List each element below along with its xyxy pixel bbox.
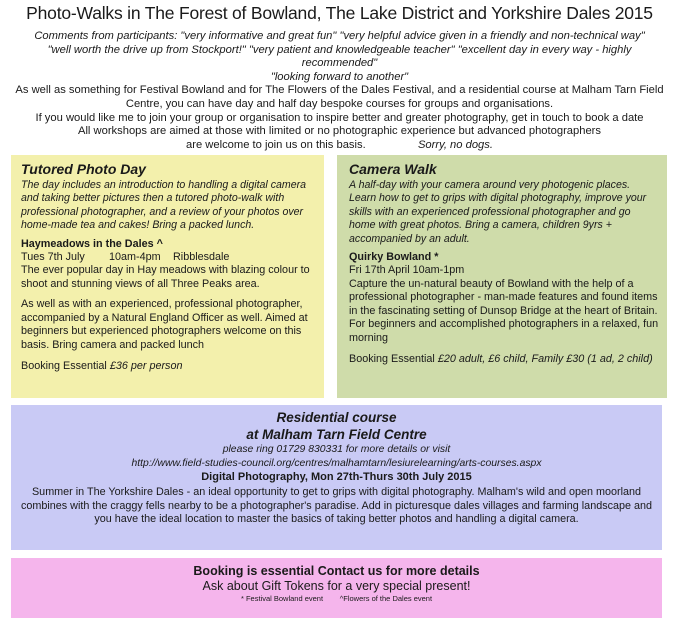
intro-text: are welcome to join us on this basis. [186,138,366,151]
footer-panel [11,558,662,618]
page-title: Photo-Walks in The Forest of Bowland, The Lake District and Yorkshire Dales 2015 [26,3,653,23]
no-dogs-note: Sorry, no dogs. [417,138,493,151]
event-date-row [21,251,315,265]
camera-walk-panel [337,155,667,398]
booking-label: Booking Essential [349,353,435,366]
intro-paragraph: If you would like me to join your group or organisation to inspire better and greater photography, get in touch to book a date [35,111,644,124]
panel-description: The day includes an introduction to handling a digital camera and taking better pictures then a tutored photo-walk with professional photographer, and a review of your photos over home-made tea and cakes! Bring a packed lunch. [21,179,307,232]
event-place: Ribblesdale [173,250,230,263]
event-title: Digital Photography, Mon 27th-Thurs 30th July 2015 [201,471,472,483]
event-date-time: Fri 17th April 10am-1pm [349,264,465,277]
event-date: Tues 7th July [21,250,85,263]
booking-price: £36 per person [109,360,183,373]
event-details: Capture the un-natural beauty of Bowland with the help of a professional photographer - man-made features and found items in the fascinating setting of Dunsop Bridge at the heart of Britain. [349,277,658,317]
event-title: Quirky Bowland * [349,251,439,264]
booking-contact-line: Booking is essential Contact us for more details [193,564,480,578]
event-details: For beginners and accomplished photographers in a relaxed, fun morning [349,318,659,344]
booking-line [349,353,659,365]
intro-paragraph: All workshops are aimed at those with limited or no photographic experience but advanced photographers [77,125,601,138]
event-details: The ever popular day in Hay meadows with blazing colour to shoot and stunning views of all Three Peaks area. [21,264,310,290]
panel-heading: Camera Walk [349,161,437,177]
testimonial-line: Comments from participants: "very informative and great fun" "very helpful advice given in a friendly and non-technical way" [34,30,645,42]
intro-section [10,30,669,152]
intro-paragraph-end [10,139,669,153]
event-time: 10am-4pm [109,250,161,263]
panel-description: A half-day with your camera around very photogenic places. Learn how to get to grips with digital photography, improve your skills with an experienced professional photographer and go home with great photos. Bring a camera, children 9yrs + accompanied by an adult. [349,179,647,245]
intro-paragraph: As well as something for Festival Bowland and for The Flowers of the Dales Festival, and a residential course at Malham Tarn Field Centre, you can have day and half day bespoke courses for groups and organisations. [15,84,664,110]
panel-heading: at Malham Tarn Field Centre [246,427,427,442]
contact-text: please ring 01729 830331 for more details or visit [222,444,451,455]
event-details: As well as with an experienced, professional photographer, accompanied by a Natural England Officer as well. Aimed at beginners but experienced photographers welcome on this basis. Bring camera and packed lunch [21,298,308,351]
course-url-link[interactable]: http://www.field-studies-council.org/centres/malhamtarn/lesiurelearning/arts-courses.aspx [131,457,542,469]
booking-line [21,360,315,372]
event-title: Haymeadows in the Dales ^ [21,237,163,250]
tutored-photo-day-panel [11,155,324,398]
footnote: * Festival Bowland event ^Flowers of the Dales event [240,594,433,603]
residential-course-panel [11,405,662,550]
course-description: Summer in The Yorkshire Dales - an ideal opportunity to get to grips with digital photography. Malham's wild and open moorland combines with the craggy fells nearby to be a photographer's paradise. Add in picturesque dales villages and farming landscape and you have the ideal location to master the basics of taking better photos and handling a digital camera. [20,486,653,525]
testimonial-line: "well worth the drive up from Stockport!" "very patient and knowledgeable teacher" "excellent day in every way - highly recommended" [47,43,632,70]
panel-heading: Residential course [276,410,397,425]
booking-price: £20 adult, £6 child, Family £30 (1 ad, 2 child) [437,353,653,366]
panel-heading: Tutored Photo Day [21,161,146,177]
booking-label: Booking Essential [21,360,107,373]
testimonial-line: "looking forward to another" [270,70,409,83]
gift-tokens-line: Ask about Gift Tokens for a very special present! [202,579,471,593]
